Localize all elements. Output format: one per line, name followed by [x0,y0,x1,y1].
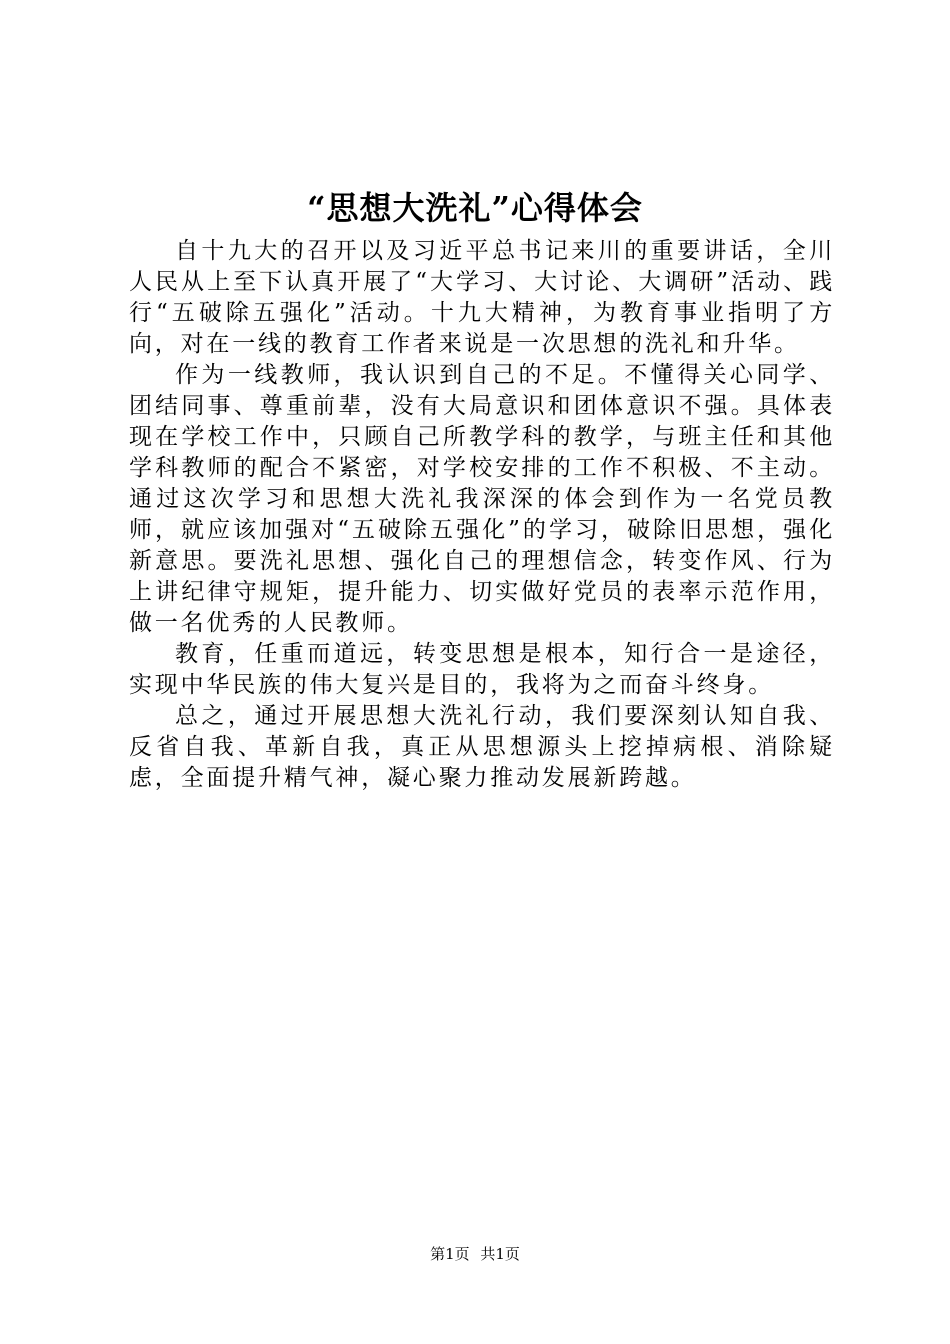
paragraph: 教育，任重而道远，转变思想是根本，知行合一是途径，实现中华民族的伟大复兴是目的，我将为之而奋斗终身。 [129,641,835,698]
page-total: 共1页 [480,1245,520,1263]
document-body [129,236,835,794]
paragraph: 自十九大的召开以及习近平总书记来川的重要讲话，全川人民从上至下认真开展了“大学习、大讨论、大调研”活动、践行“五破除五强化”活动。十九大精神，为教育事业指明了方向，对在一线的教育工作者来说是一次思想的洗礼和升华。 [129,238,835,357]
document-title: “思想大洗礼”心得体会 [307,189,643,227]
paragraph: 总之，通过开展思想大洗礼行动，我们要深刻认知自我、反省自我、革新自我，真正从思想源头上挖掉病根、消除疑虑，全面提升精气神，凝心聚力推动发展新跨越。 [129,703,835,791]
page-number: 第1页 [430,1245,470,1263]
page-footer [0,1244,950,1264]
paragraph: 作为一线教师，我认识到自己的不足。不懂得关心同学、团结同事、尊重前辈，没有大局意识和团体意识不强。具体表现在学校工作中，只顾自己所教学科的教学，与班主任和其他学科教师的配合不紧密，对学校安排的工作不积极、不主动。通过这次学习和思想大洗礼我深深的体会到作为一名党员教师，就应该加强对“五破除五强化”的学习，破除旧思想，强化新意思。要洗礼思想、强化自己的理想信念，转变作风、行为上讲纪律守规矩，提升能力、切实做好党员的表率示范作用，做一名优秀的人民教师。 [129,362,835,636]
